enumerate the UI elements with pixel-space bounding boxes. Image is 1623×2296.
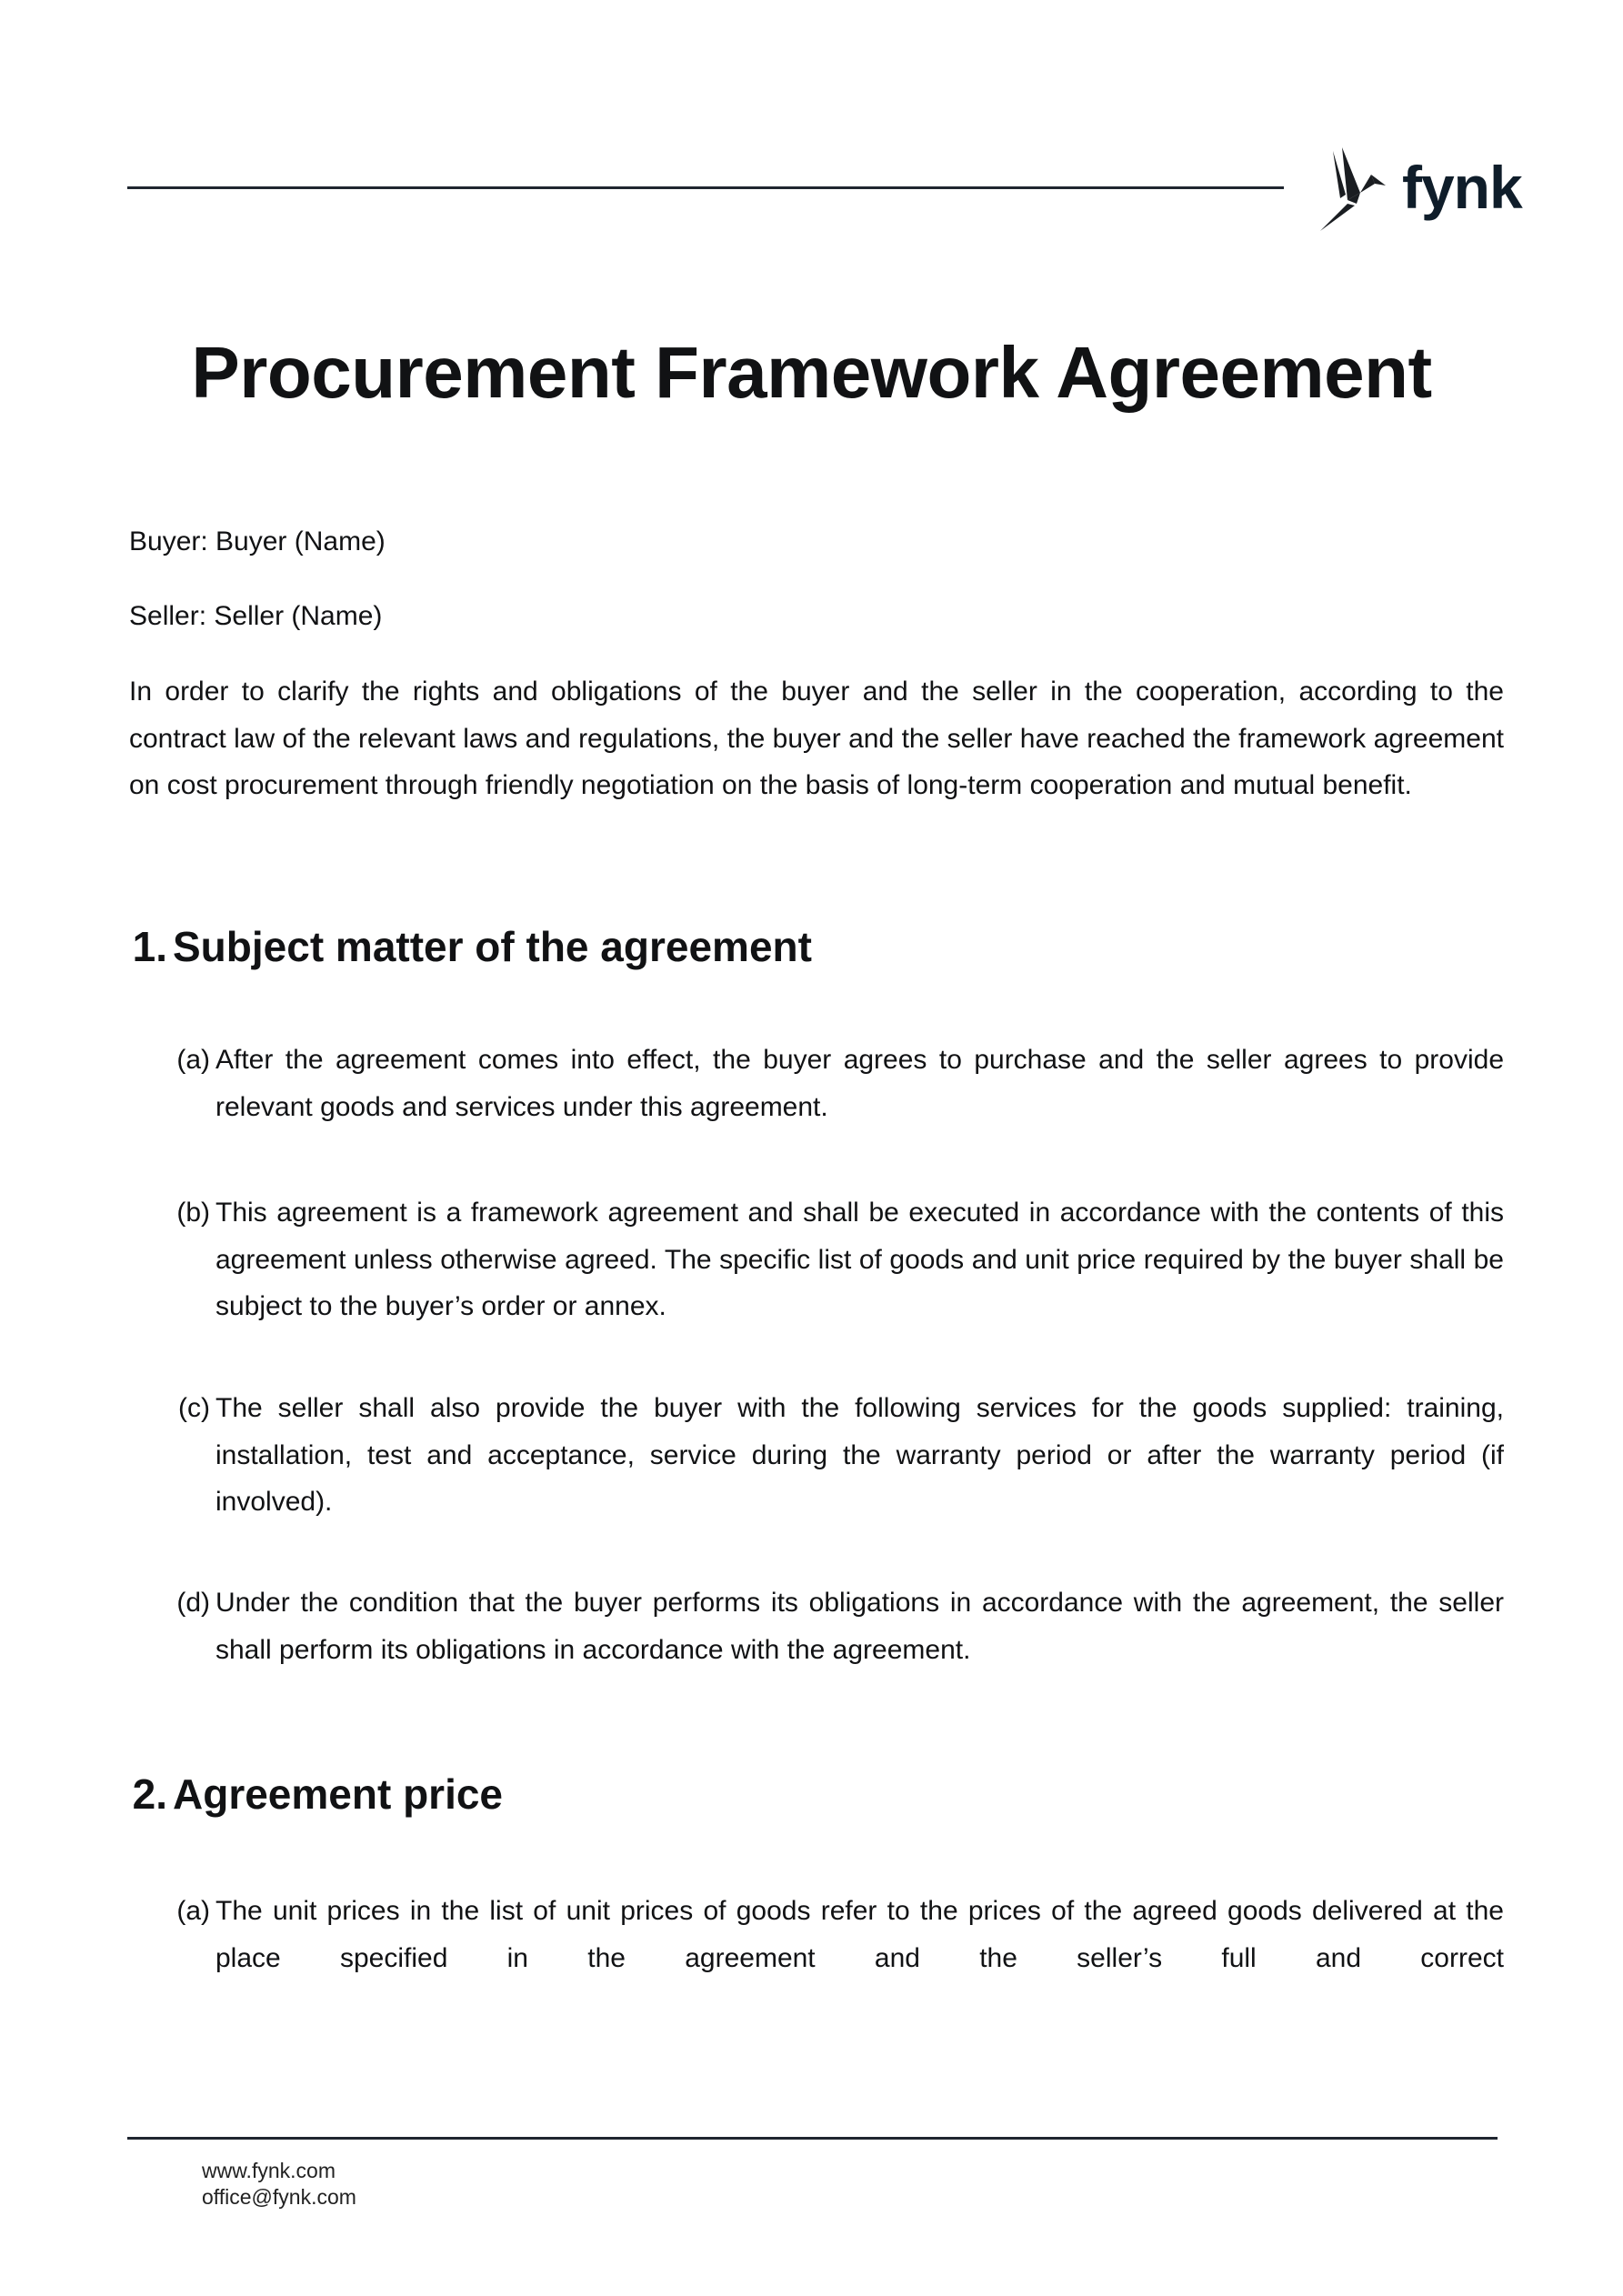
list-item [178, 1385, 1504, 1526]
list-item-text: This agreement is a framework agreement and shall be executed in accordance with the contents of this agreement unless otherwise agreed. The specific list of goods and unit price required by the buyer shall be subject to the buyer’s order or annex. [215, 1198, 1504, 1321]
section-title: Agreement price [173, 1770, 504, 1818]
section-title: Subject matter of the agreement [173, 923, 812, 970]
list-item-text: The seller shall also provide the buyer with the following services for the goods supplied: training, installation, test and acceptance, service during the warranty period or after the warranty period (if involved). [215, 1393, 1504, 1517]
list-item [176, 1888, 1504, 1981]
seller-line: Seller: Seller (Name) [129, 601, 383, 631]
list-item-label: (a) [176, 1896, 210, 1926]
list-item-text: Under the condition that the buyer performs its obligations in accordance with the agreement, the seller shall perform its obligations in accordance with the agreement. [215, 1588, 1504, 1665]
origami-bird-icon [1320, 147, 1402, 231]
section-number: 1. [132, 923, 167, 970]
list-item-label: (d) [176, 1588, 210, 1618]
buyer-line: Buyer: Buyer (Name) [129, 526, 386, 556]
list-item-label: (a) [176, 1045, 210, 1075]
footer-email[interactable]: office@fynk.com [202, 2185, 356, 2209]
intro-paragraph: In order to clarify the rights and obligations of the buyer and the seller in the cooperation, according to the contract law of the relevant laws and regulations, the buyer and the seller have reached the framework agreement on cost procurement through friendly negotiation on the basis of long-term cooperation and mutual benefit. [129, 677, 1504, 800]
list-item-label: (c) [178, 1393, 210, 1423]
section-number: 2. [132, 1770, 167, 1818]
brand-name: fynk [1402, 154, 1522, 221]
document-title: Procurement Framework Agreement [191, 332, 1432, 413]
footer-rule [127, 2137, 1498, 2140]
list-item-text: After the agreement comes into effect, the buyer agrees to purchase and the seller agrees to provide relevant goods and services under this agreement. [215, 1045, 1504, 1122]
list-item [176, 1579, 1504, 1673]
header-rule [127, 186, 1284, 189]
list-item-text: The unit prices in the list of unit prices of goods refer to the prices of the agreed goods delivered at the place specified in the agreement and the seller’s full and correct [215, 1896, 1504, 1973]
list-item [176, 1189, 1504, 1330]
list-item [176, 1037, 1504, 1130]
brand-logo [1320, 147, 1522, 231]
footer-website[interactable]: www.fynk.com [202, 2159, 336, 2182]
section-heading [132, 919, 812, 974]
section-heading [132, 1767, 504, 1821]
list-item-label: (b) [176, 1198, 210, 1228]
